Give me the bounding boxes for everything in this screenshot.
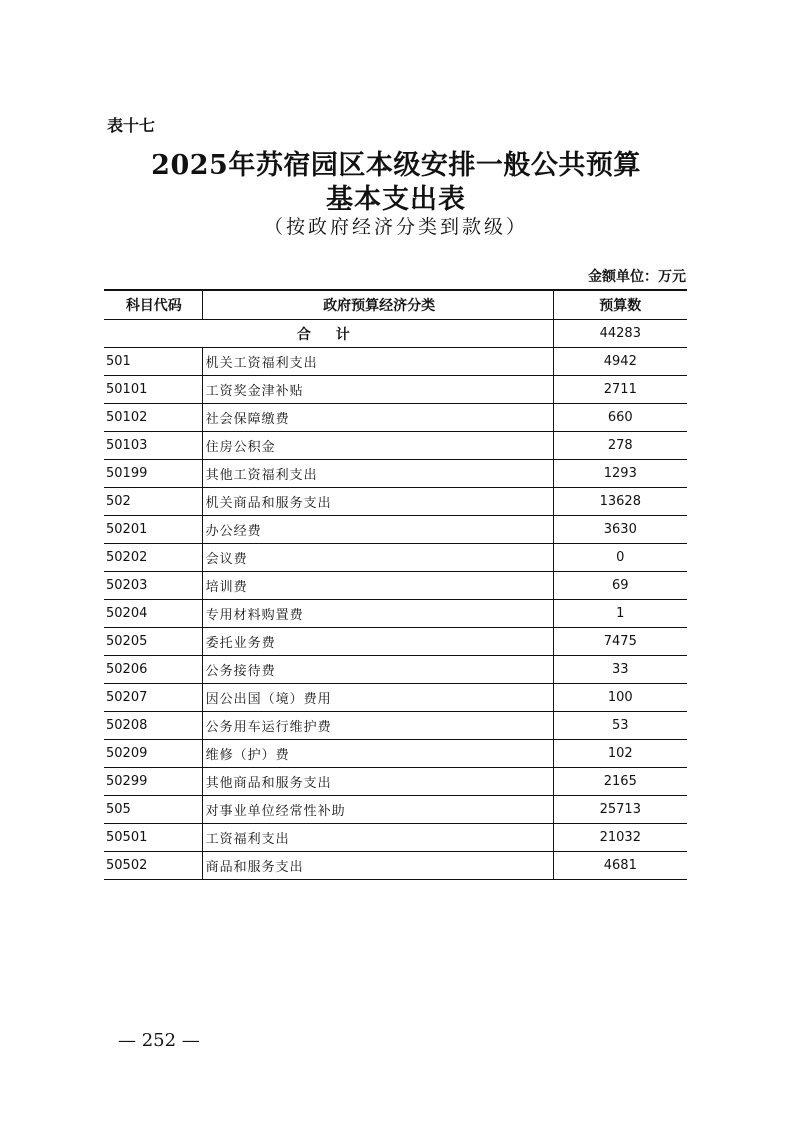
total-row <box>104 320 687 348</box>
row-code: 50502 <box>104 852 202 880</box>
table-label: 表十七 <box>107 116 156 135</box>
table-row <box>104 348 687 376</box>
row-code: 50208 <box>104 712 202 740</box>
row-code: 50501 <box>104 824 202 852</box>
row-amount: 2165 <box>553 768 687 796</box>
row-amount: 660 <box>553 404 687 432</box>
table-header-row <box>104 290 687 320</box>
row-code: 50209 <box>104 740 202 768</box>
row-category: 因公出国（境）费用 <box>202 684 553 712</box>
budget-table <box>104 289 687 880</box>
table-row <box>104 712 687 740</box>
row-category: 培训费 <box>202 572 553 600</box>
table-row <box>104 516 687 544</box>
row-category: 专用材料购置费 <box>202 600 553 628</box>
document-title-line1: 2025年苏宿园区本级安排一般公共预算 <box>151 150 641 181</box>
row-category: 住房公积金 <box>202 432 553 460</box>
row-amount: 4681 <box>553 852 687 880</box>
table-row <box>104 684 687 712</box>
row-amount: 3630 <box>553 516 687 544</box>
total-amount: 44283 <box>553 320 687 348</box>
table-row <box>104 600 687 628</box>
row-category: 会议费 <box>202 544 553 572</box>
row-amount: 4942 <box>553 348 687 376</box>
row-category: 维修（护）费 <box>202 740 553 768</box>
row-category: 工资福利支出 <box>202 824 553 852</box>
row-amount: 0 <box>553 544 687 572</box>
table-row <box>104 740 687 768</box>
header-category: 政府预算经济分类 <box>202 290 553 320</box>
row-category: 公务用车运行维护费 <box>202 712 553 740</box>
row-amount: 13628 <box>553 488 687 516</box>
row-category: 对事业单位经常性补助 <box>202 796 553 824</box>
row-code: 50101 <box>104 376 202 404</box>
table-row <box>104 404 687 432</box>
row-category: 机关商品和服务支出 <box>202 488 553 516</box>
row-code: 50299 <box>104 768 202 796</box>
table-row <box>104 572 687 600</box>
document-title-line2: 基本支出表 <box>326 184 466 215</box>
row-code: 501 <box>104 348 202 376</box>
row-code: 50201 <box>104 516 202 544</box>
row-code: 50199 <box>104 460 202 488</box>
row-category: 其他商品和服务支出 <box>202 768 553 796</box>
total-label: 合 计 <box>104 320 553 348</box>
row-code: 50206 <box>104 656 202 684</box>
unit-label: 金额单位：万元 <box>588 269 686 285</box>
table-row <box>104 460 687 488</box>
page-number: — 252 — <box>118 1030 200 1051</box>
row-code: 50202 <box>104 544 202 572</box>
table-row <box>104 768 687 796</box>
row-category: 工资奖金津补贴 <box>202 376 553 404</box>
row-code: 50102 <box>104 404 202 432</box>
table-row <box>104 852 687 880</box>
row-amount: 1 <box>553 600 687 628</box>
row-amount: 100 <box>553 684 687 712</box>
row-code: 50207 <box>104 684 202 712</box>
row-code: 50205 <box>104 628 202 656</box>
row-amount: 21032 <box>553 824 687 852</box>
row-amount: 33 <box>553 656 687 684</box>
table-row <box>104 488 687 516</box>
table-row <box>104 544 687 572</box>
row-amount: 1293 <box>553 460 687 488</box>
row-code: 50204 <box>104 600 202 628</box>
row-category: 办公经费 <box>202 516 553 544</box>
table-row <box>104 628 687 656</box>
row-amount: 25713 <box>553 796 687 824</box>
row-amount: 7475 <box>553 628 687 656</box>
row-amount: 102 <box>553 740 687 768</box>
row-code: 505 <box>104 796 202 824</box>
header-amount: 预算数 <box>553 290 687 320</box>
row-category: 商品和服务支出 <box>202 852 553 880</box>
header-code: 科目代码 <box>104 290 202 320</box>
row-category: 委托业务费 <box>202 628 553 656</box>
table-row <box>104 432 687 460</box>
table-row <box>104 656 687 684</box>
row-category: 其他工资福利支出 <box>202 460 553 488</box>
row-code: 50203 <box>104 572 202 600</box>
row-amount: 53 <box>553 712 687 740</box>
row-category: 公务接待费 <box>202 656 553 684</box>
row-amount: 69 <box>553 572 687 600</box>
table-row <box>104 796 687 824</box>
table-row <box>104 824 687 852</box>
row-category: 社会保障缴费 <box>202 404 553 432</box>
row-amount: 278 <box>553 432 687 460</box>
table-row <box>104 376 687 404</box>
row-code: 50103 <box>104 432 202 460</box>
row-category: 机关工资福利支出 <box>202 348 553 376</box>
document-subtitle: （按政府经济分类到款级） <box>263 216 528 238</box>
row-amount: 2711 <box>553 376 687 404</box>
row-code: 502 <box>104 488 202 516</box>
